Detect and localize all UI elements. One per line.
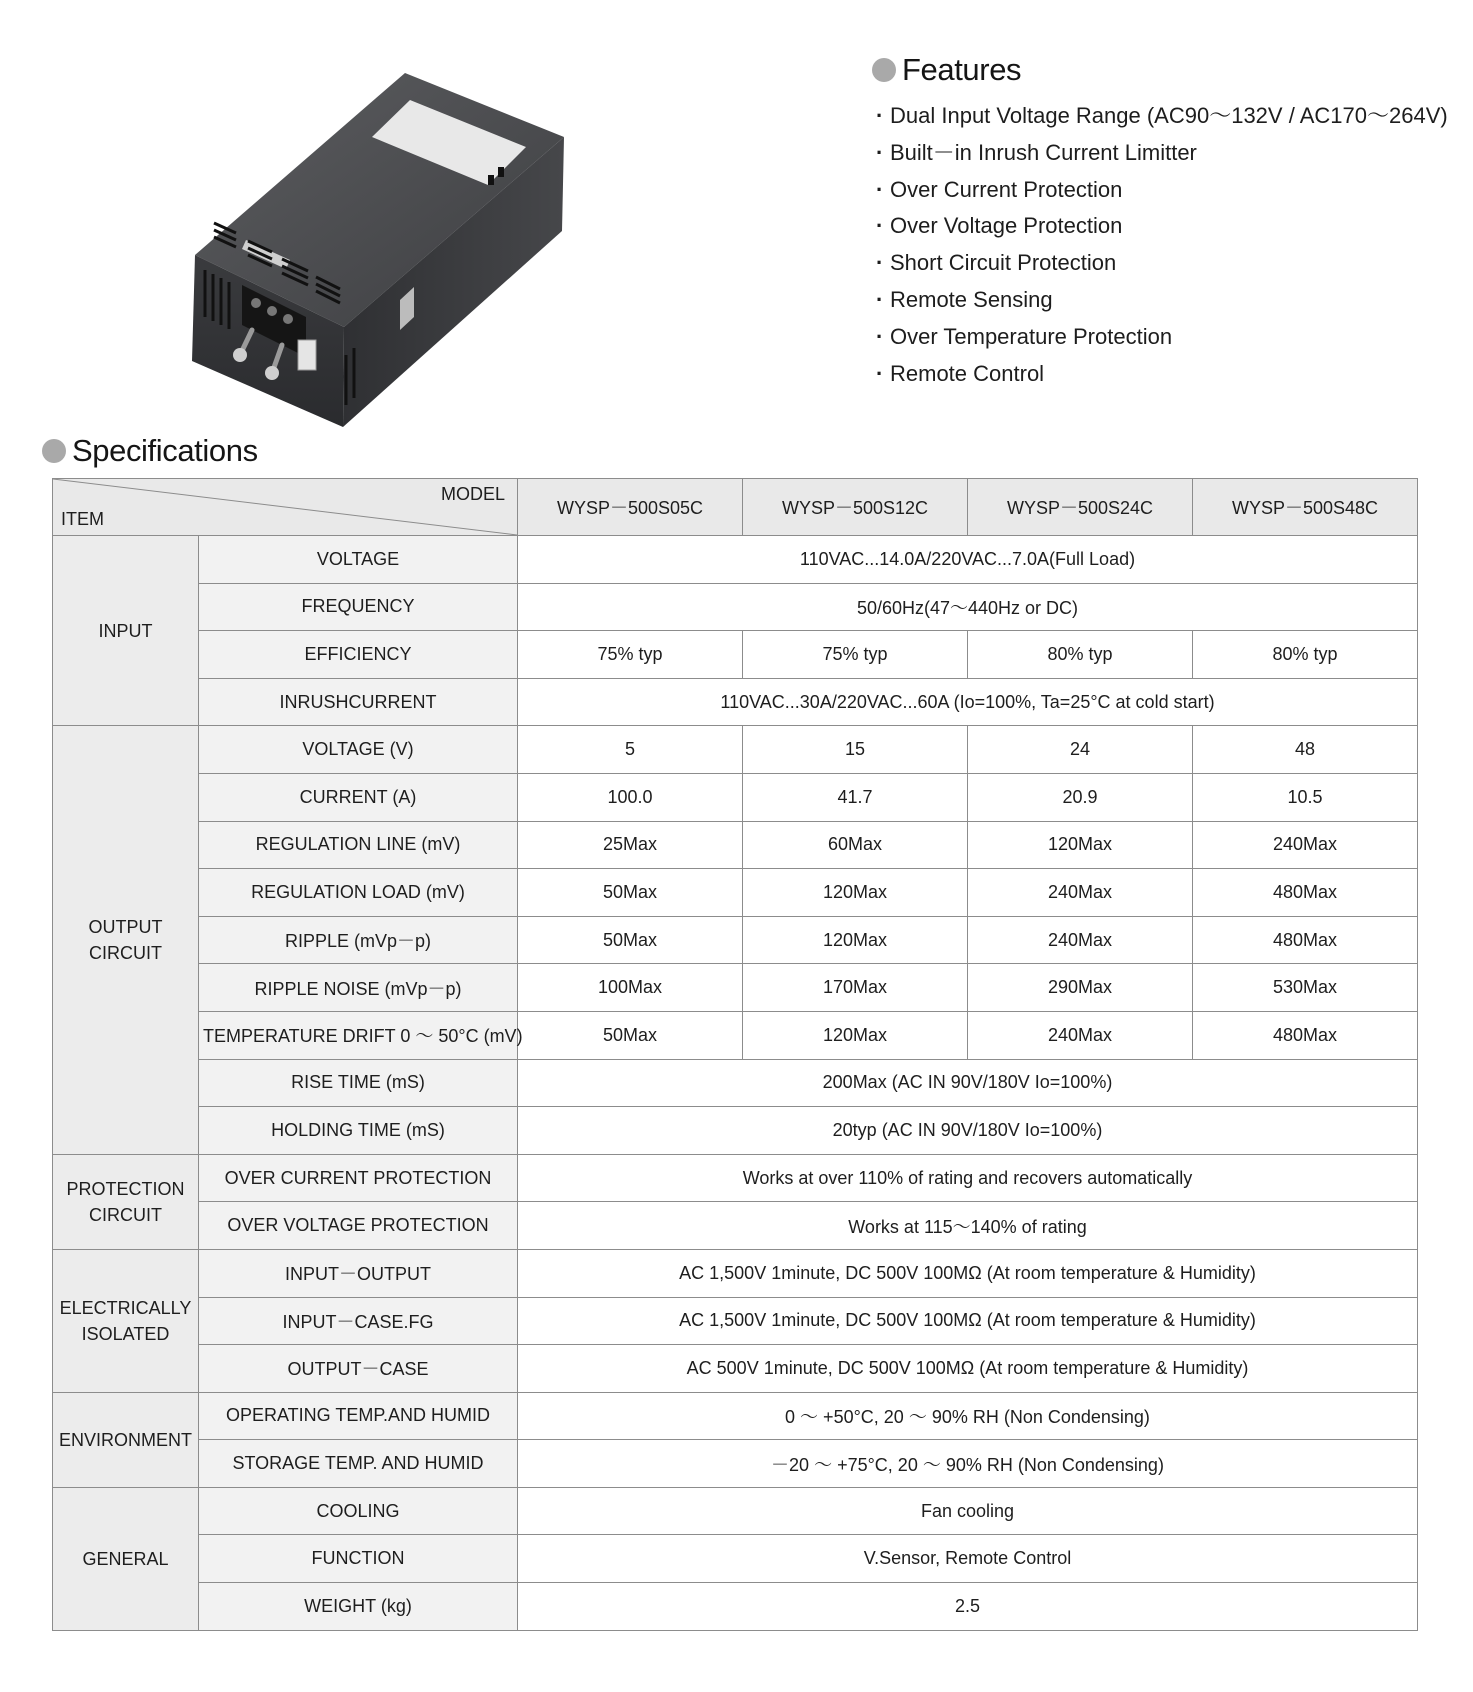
group-label-cell: ENVIRONMENT <box>53 1392 199 1487</box>
value-cell: 75% typ <box>743 631 968 679</box>
group-label-cell: INPUT <box>53 536 199 726</box>
value-cell: 100Max <box>518 964 743 1012</box>
value-cell: 530Max <box>1193 964 1418 1012</box>
feature-item: · Built－in Inrush Current Limitter <box>876 135 1448 172</box>
item-label-cell: INRUSHCURRENT <box>199 678 518 726</box>
feature-item: · Over Temperature Protection <box>876 319 1448 356</box>
model-label: MODEL <box>440 484 505 504</box>
table-row <box>53 1297 1418 1345</box>
features-heading <box>872 52 1021 88</box>
value-cell: 110VAC...30A/220VAC...60A (Io=100%, Ta=25°C at cold start) <box>518 678 1418 726</box>
model-header: WYSP－500S48C <box>1193 479 1418 536</box>
value-cell: 50Max <box>518 916 743 964</box>
value-cell: 2.5 <box>518 1583 1418 1631</box>
value-cell: 120Max <box>743 869 968 917</box>
header-corner-cell <box>53 479 518 536</box>
value-cell: 50Max <box>518 1011 743 1059</box>
feature-item: · Remote Control <box>876 356 1448 393</box>
table-row <box>53 1011 1418 1059</box>
value-cell: 80% typ <box>968 631 1193 679</box>
table-row <box>53 964 1418 1012</box>
value-cell: 5 <box>518 726 743 774</box>
feature-item: · Remote Sensing <box>876 282 1448 319</box>
table-row <box>53 583 1418 631</box>
features-title: Features <box>902 52 1022 87</box>
value-cell: 290Max <box>968 964 1193 1012</box>
value-cell: －20 ～ +75°C, 20 ～ 90% RH (Non Condensing) <box>518 1440 1418 1488</box>
value-cell: 60Max <box>743 821 968 869</box>
model-header: WYSP－500S12C <box>743 479 968 536</box>
value-cell: 20typ (AC IN 90V/180V Io=100%) <box>518 1107 1418 1155</box>
item-label-cell: COOLING <box>199 1487 518 1535</box>
item-label-cell: STORAGE TEMP. AND HUMID <box>199 1440 518 1488</box>
item-label-cell: RIPPLE NOISE (mVp－p) <box>199 964 518 1012</box>
value-cell: 240Max <box>968 1011 1193 1059</box>
value-cell: AC 1,500V 1minute, DC 500V 100MΩ (At room temperature & Humidity) <box>518 1249 1418 1297</box>
table-row <box>53 1154 1418 1202</box>
table-header-row <box>53 479 1418 536</box>
item-label-cell: INPUT－OUTPUT <box>199 1249 518 1297</box>
item-label-cell: REGULATION LOAD (mV) <box>199 869 518 917</box>
value-cell: Fan cooling <box>518 1487 1418 1535</box>
value-cell: 24 <box>968 726 1193 774</box>
value-cell: 240Max <box>968 869 1193 917</box>
value-cell: 170Max <box>743 964 968 1012</box>
item-label-cell: OVER VOLTAGE PROTECTION <box>199 1202 518 1250</box>
value-cell: 480Max <box>1193 916 1418 964</box>
item-label-cell: FUNCTION <box>199 1535 518 1583</box>
value-cell: 0 ～ +50°C, 20 ～ 90% RH (Non Condensing) <box>518 1392 1418 1440</box>
value-cell: 50Max <box>518 869 743 917</box>
item-label: ITEM <box>61 509 104 529</box>
group-label-cell: ELECTRICALLY ISOLATED <box>53 1249 199 1392</box>
table-row <box>53 1487 1418 1535</box>
feature-item: · Over Voltage Protection <box>876 208 1448 245</box>
value-cell: 20.9 <box>968 773 1193 821</box>
table-row <box>53 916 1418 964</box>
value-cell: 110VAC...14.0A/220VAC...7.0A(Full Load) <box>518 536 1418 584</box>
item-label-cell: WEIGHT (kg) <box>199 1583 518 1631</box>
value-cell: 200Max (AC IN 90V/180V Io=100%) <box>518 1059 1418 1107</box>
specifications-table-body <box>53 536 1418 1631</box>
item-label-cell: TEMPERATURE DRIFT 0 ～ 50°C (mV) <box>199 1011 518 1059</box>
value-cell: 480Max <box>1193 1011 1418 1059</box>
item-label-cell: OUTPUT－CASE <box>199 1345 518 1393</box>
value-cell: 25Max <box>518 821 743 869</box>
feature-item: · Dual Input Voltage Range (AC90～132V / AC170～264V) <box>876 98 1448 135</box>
table-row <box>53 1535 1418 1583</box>
table-row <box>53 1440 1418 1488</box>
specifications-heading <box>42 433 258 469</box>
value-cell: 15 <box>743 726 968 774</box>
value-cell: 120Max <box>968 821 1193 869</box>
group-label-cell: PROTECTION CIRCUIT <box>53 1154 199 1249</box>
model-header: WYSP－500S24C <box>968 479 1193 536</box>
item-label-cell: REGULATION LINE (mV) <box>199 821 518 869</box>
value-cell: 100.0 <box>518 773 743 821</box>
value-cell: 240Max <box>1193 821 1418 869</box>
table-row <box>53 631 1418 679</box>
value-cell: 10.5 <box>1193 773 1418 821</box>
value-cell: 240Max <box>968 916 1193 964</box>
item-label-cell: RIPPLE (mVp－p) <box>199 916 518 964</box>
table-row <box>53 1202 1418 1250</box>
table-row <box>53 678 1418 726</box>
group-label-cell: GENERAL <box>53 1487 199 1630</box>
table-row <box>53 1345 1418 1393</box>
table-row <box>53 726 1418 774</box>
table-row <box>53 821 1418 869</box>
specifications-table <box>52 478 1418 1631</box>
item-label-cell: OVER CURRENT PROTECTION <box>199 1154 518 1202</box>
feature-item: · Over Current Protection <box>876 172 1448 209</box>
table-row <box>53 1107 1418 1155</box>
table-row <box>53 536 1418 584</box>
group-label-cell: OUTPUT CIRCUIT <box>53 726 199 1154</box>
value-cell: V.Sensor, Remote Control <box>518 1535 1418 1583</box>
value-cell: Works at 115～140% of rating <box>518 1202 1418 1250</box>
table-row <box>53 1583 1418 1631</box>
value-cell: AC 500V 1minute, DC 500V 100MΩ (At room temperature & Humidity) <box>518 1345 1418 1393</box>
table-row <box>53 1249 1418 1297</box>
value-cell: AC 1,500V 1minute, DC 500V 100MΩ (At room temperature & Humidity) <box>518 1297 1418 1345</box>
table-row <box>53 1392 1418 1440</box>
value-cell: 480Max <box>1193 869 1418 917</box>
item-label-cell: CURRENT (A) <box>199 773 518 821</box>
value-cell: 41.7 <box>743 773 968 821</box>
value-cell: 50/60Hz(47～440Hz or DC) <box>518 583 1418 631</box>
features-list <box>876 98 1448 392</box>
item-label-cell: OPERATING TEMP.AND HUMID <box>199 1392 518 1440</box>
item-label-cell: VOLTAGE (V) <box>199 726 518 774</box>
item-label-cell: INPUT－CASE.FG <box>199 1297 518 1345</box>
value-cell: 120Max <box>743 916 968 964</box>
item-label-cell: EFFICIENCY <box>199 631 518 679</box>
value-cell: 120Max <box>743 1011 968 1059</box>
bullet-circle-icon <box>42 439 66 463</box>
model-header: WYSP－500S05C <box>518 479 743 536</box>
value-cell: 80% typ <box>1193 631 1418 679</box>
power-supply-product-image <box>110 55 650 455</box>
value-cell: 75% typ <box>518 631 743 679</box>
table-row <box>53 869 1418 917</box>
item-label-cell: FREQUENCY <box>199 583 518 631</box>
value-cell: Works at over 110% of rating and recovers automatically <box>518 1154 1418 1202</box>
table-row <box>53 773 1418 821</box>
item-label-cell: VOLTAGE <box>199 536 518 584</box>
table-row <box>53 1059 1418 1107</box>
item-label-cell: HOLDING TIME (mS) <box>199 1107 518 1155</box>
value-cell: 48 <box>1193 726 1418 774</box>
specifications-title: Specifications <box>72 433 258 468</box>
item-label-cell: RISE TIME (mS) <box>199 1059 518 1107</box>
bullet-circle-icon <box>872 58 896 82</box>
feature-item: · Short Circuit Protection <box>876 245 1448 282</box>
